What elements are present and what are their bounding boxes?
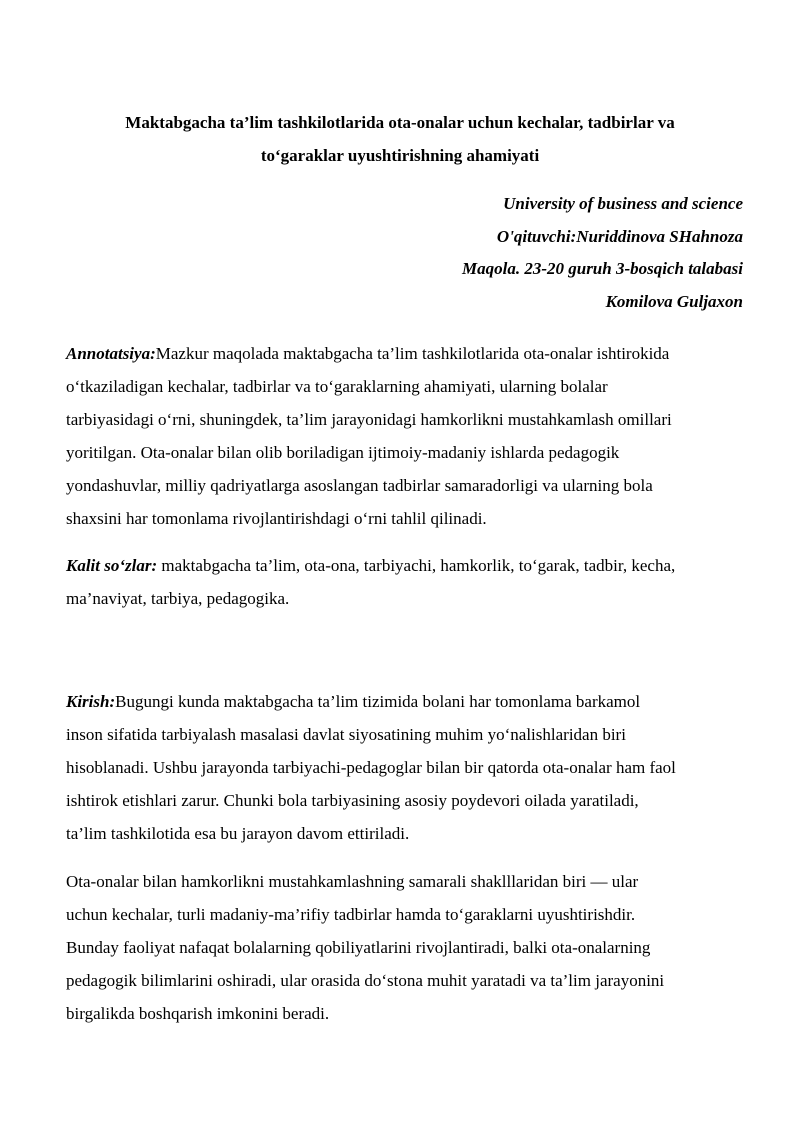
annotation-line-4: yoritilgan. Ota-onalar bilan olib boriladigan ijtimoiy-madaniy ishlarda pedagogik [66, 443, 620, 462]
keywords-paragraph [66, 549, 748, 615]
keywords-label: Kalit so‘zlar: [66, 556, 158, 575]
annotation-paragraph [66, 337, 748, 535]
intro-paragraph [66, 685, 748, 850]
paragraph2-line-5: birgalikda boshqarish imkonini beradi. [66, 1004, 330, 1023]
intro-line-5: ta’lim tashkilotida esa bu jarayon davom ettiriladi. [66, 824, 410, 843]
keywords-line-1 [66, 549, 748, 582]
intro-line-4: ishtirok etishlari zarur. Chunki bola tarbiyasining asosiy poydevori oilada yaratiladi, [66, 791, 639, 810]
title-line-1: Maktabgacha ta’lim tashkilotlarida ota-onalar uchun kechalar, tadbirlar va [125, 113, 675, 132]
university-name: University of business and science [503, 194, 743, 213]
intro-line-3: hisoblanadi. Ushbu jarayonda tarbiyachi-pedagoglar bilan bir qatorda ota-onalar ham faol [66, 758, 676, 777]
keywords-line-2: ma’naviyat, tarbiya, pedagogika. [66, 589, 290, 608]
annotation-text-1: Mazkur maqolada maktabgacha ta’lim tashkilotlarida ota-onalar ishtirokida [155, 344, 670, 363]
annotation-line-3: tarbiyasidagi o‘rni, shuningdek, ta’lim jarayonidagi hamkorlikni mustahkamlash omillari [66, 410, 672, 429]
intro-text-1: Bugungi kunda maktabgacha ta’lim tizimida bolani har tomonlama barkamol [115, 692, 641, 711]
teacher-name: O'qituvchi:Nuriddinova SHahnoza [496, 226, 743, 246]
intro-label: Kirish: [66, 692, 116, 711]
paragraph2-line-4: pedagogik bilimlarini oshiradi, ular orasida do‘stona muhit yaratadi va ta’lim jarayonini [66, 971, 665, 990]
paragraph2-line-1: Ota-onalar bilan hamkorlikni mustahkamlashning samarali shaklllaridan biri — ular [66, 872, 639, 891]
student-name: Komilova Guljaxon [605, 291, 743, 311]
intro-line-1 [66, 685, 748, 718]
annotation-line-6: shaxsini har tomonlama rivojlantirishdagi o‘rni tahlil qilinadi. [66, 509, 487, 528]
group-info: Maqola. 23-20 guruh 3-bosqich talabasi [461, 259, 743, 278]
title-line-2: to‘garaklar uyushtirishning ahamiyati [260, 146, 540, 165]
annotation-line-1 [66, 337, 748, 370]
keywords-text-1: maktabgacha ta’lim, ota-ona, tarbiyachi, hamkorlik, to‘garak, tadbir, kecha, [157, 556, 676, 575]
body-paragraph-2 [66, 865, 748, 1030]
paragraph2-line-2: uchun kechalar, turli madaniy-ma’rifiy tadbirlar hamda to‘garaklarni uyushtirishdir. [66, 905, 636, 924]
annotation-label: Annotatsiya: [66, 344, 156, 363]
intro-line-2: inson sifatida tarbiyalash masalasi davlat siyosatining muhim yo‘nalishlaridan biri [66, 725, 626, 744]
author-block [462, 188, 743, 318]
annotation-line-2: o‘tkaziladigan kechalar, tadbirlar va to‘garaklarning ahamiyati, ularning bolalar [66, 377, 608, 396]
article-title [90, 106, 710, 172]
paragraph2-line-3: Bunday faoliyat nafaqat bolalarning qobiliyatlarini rivojlantiradi, balki ota-onalarning [66, 938, 651, 957]
annotation-line-5: yondashuvlar, milliy qadriyatlarga asoslangan tadbirlar samaradorligi va ularning bola [66, 476, 653, 495]
